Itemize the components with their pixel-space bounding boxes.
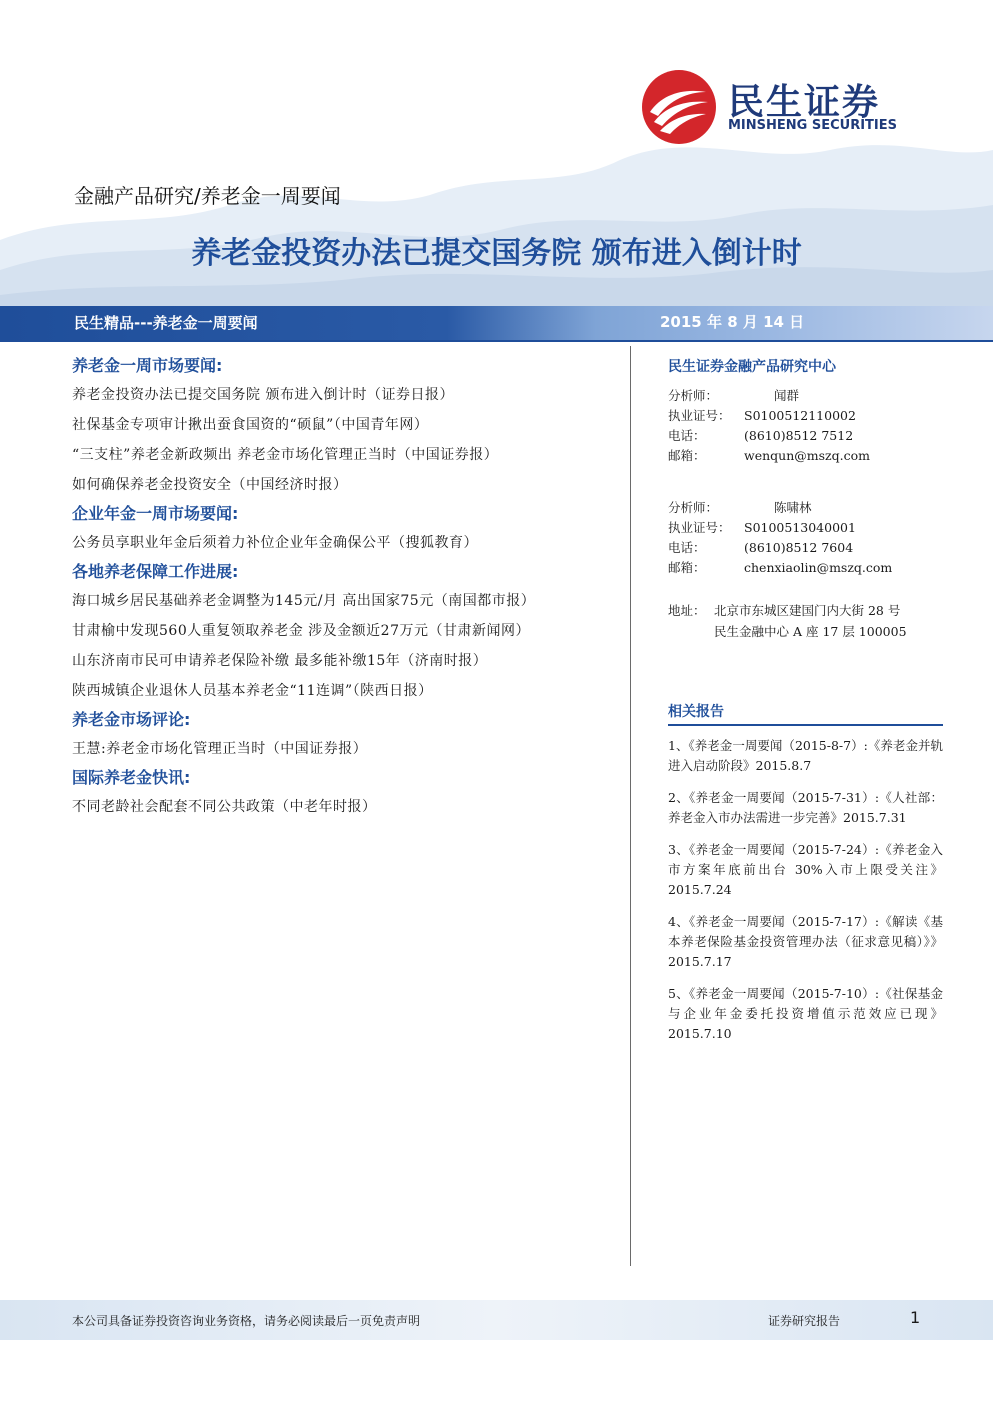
news-item: 公务员享职业年金后须着力补位企业年金确保公平（搜狐教育） xyxy=(72,535,478,551)
report-date: 2015 年 8 月 14 日 xyxy=(660,313,805,331)
analyst-name: 陈啸林 xyxy=(774,500,812,515)
research-center-title: 民生证券金融产品研究中心 xyxy=(668,359,836,375)
cert-label: 执业证号： xyxy=(668,520,731,535)
related-reports-list xyxy=(668,736,943,1044)
news-item: 甘肃榆中发现560人重复领取养老金 涉及金额近27万元（甘肃新闻网） xyxy=(72,623,530,639)
banner-series-label: 民生精品---养老金一周要闻 xyxy=(74,314,258,332)
cert-label: 执业证号： xyxy=(668,408,731,423)
news-section xyxy=(72,764,627,822)
company-logo xyxy=(640,68,930,148)
phone-label: 电话： xyxy=(668,540,706,555)
related-report-link[interactable]: 5、《养老金一周要闻（2015-7-10）:《社保基金与企业年金委托投资增值示范效应已现》2015.7.10 xyxy=(668,986,943,1041)
logo-name-en: MINSHENG SECURITIES xyxy=(728,118,897,133)
sidebar xyxy=(668,356,943,1056)
news-section xyxy=(72,558,627,706)
section-title: 各地养老保障工作进展: xyxy=(72,562,239,581)
office-address xyxy=(668,600,943,642)
address-line: 北京市东城区建国门内大街 28 号 xyxy=(714,603,901,618)
email-label: 邮箱： xyxy=(668,448,706,463)
news-item: 不同老龄社会配套不同公共政策（中老年时报） xyxy=(72,799,377,815)
section-title: 国际养老金快讯: xyxy=(72,768,191,787)
cert-number: S0100513040001 xyxy=(744,520,856,535)
news-section xyxy=(72,706,627,764)
analyst-card xyxy=(668,386,943,466)
news-section xyxy=(72,352,627,500)
minsheng-logo-icon xyxy=(640,68,718,146)
phone-label: 电话： xyxy=(668,428,706,443)
mountain-background xyxy=(0,120,993,310)
news-item: 养老金投资办法已提交国务院 颁布进入倒计时（证券日报） xyxy=(72,387,454,403)
analyst-label: 分析师： xyxy=(668,500,719,515)
column-divider xyxy=(630,346,631,1266)
related-report-link[interactable]: 2、《养老金一周要闻（2015-7-31）:《人社部：养老金入市办法需进一步完善》2015.7.31 xyxy=(668,790,943,825)
footer-disclaimer: 本公司具备证券投资咨询业务资格，请务必阅读最后一页免责声明 xyxy=(72,1314,421,1328)
section-title: 企业年金一周市场要闻: xyxy=(72,504,239,523)
cert-number: S0100512110002 xyxy=(744,408,856,423)
news-column xyxy=(72,352,627,822)
page-footer xyxy=(0,1300,993,1340)
news-item: 陕西城镇企业退休人员基本养老金“11连调”（陕西日报） xyxy=(72,683,433,699)
news-item: 社保基金专项审计揪出蚕食国资的“硕鼠”（中国青年网） xyxy=(72,417,429,433)
page-number: 1 xyxy=(910,1308,921,1327)
logo-name-cn: 民生证券 xyxy=(728,82,881,123)
analyst-label: 分析师： xyxy=(668,388,719,403)
news-item: “三支柱”养老金新政频出 养老金市场化管理正当时（中国证券报） xyxy=(72,447,499,463)
news-item: 如何确保养老金投资安全（中国经济时报） xyxy=(72,477,348,493)
phone-number: (8610)8512 7512 xyxy=(744,428,854,443)
section-title: 养老金市场评论: xyxy=(72,710,191,729)
address-label: 地址： xyxy=(668,603,706,618)
report-headline: 养老金投资办法已提交国务院 颁布进入倒计时 xyxy=(191,236,802,271)
title-banner xyxy=(0,306,993,342)
related-reports-title: 相关报告 xyxy=(668,700,943,726)
address-line: 民生金融中心 A 座 17 层 100005 xyxy=(714,624,907,639)
related-report-link[interactable]: 4、《养老金一周要闻（2015-7-17）:《解读《基本养老保险基金投资管理办法（征求意见稿）》》2015.7.17 xyxy=(668,914,943,969)
news-item: 山东济南市民可申请养老保险补缴 最多能补缴15年（济南时报） xyxy=(72,653,488,669)
email-label: 邮箱： xyxy=(668,560,706,575)
related-report-link[interactable]: 3、《养老金一周要闻（2015-7-24）:《养老金入市方案年底前出台 30%入市上限受关注》2015.7.24 xyxy=(668,842,943,897)
section-title: 养老金一周市场要闻: xyxy=(72,356,223,375)
footer-doc-type: 证券研究报告 xyxy=(768,1314,841,1328)
report-category: 金融产品研究/养老金一周要闻 xyxy=(74,184,341,208)
related-report-link[interactable]: 1、《养老金一周要闻（2015-8-7）:《养老金并轨进入启动阶段》2015.8.7 xyxy=(668,738,943,773)
phone-number: (8610)8512 7604 xyxy=(744,540,854,555)
email-address: chenxiaolin@mszq.com xyxy=(744,560,893,575)
email-address: wenqun@mszq.com xyxy=(744,448,870,463)
news-section xyxy=(72,500,627,558)
analyst-name: 闻群 xyxy=(774,388,800,403)
analyst-card xyxy=(668,498,943,578)
news-item: 海口城乡居民基础养老金调整为145元/月 高出国家75元（南国都市报） xyxy=(72,593,536,609)
news-item: 王慧:养老金市场化管理正当时（中国证券报） xyxy=(72,741,368,757)
